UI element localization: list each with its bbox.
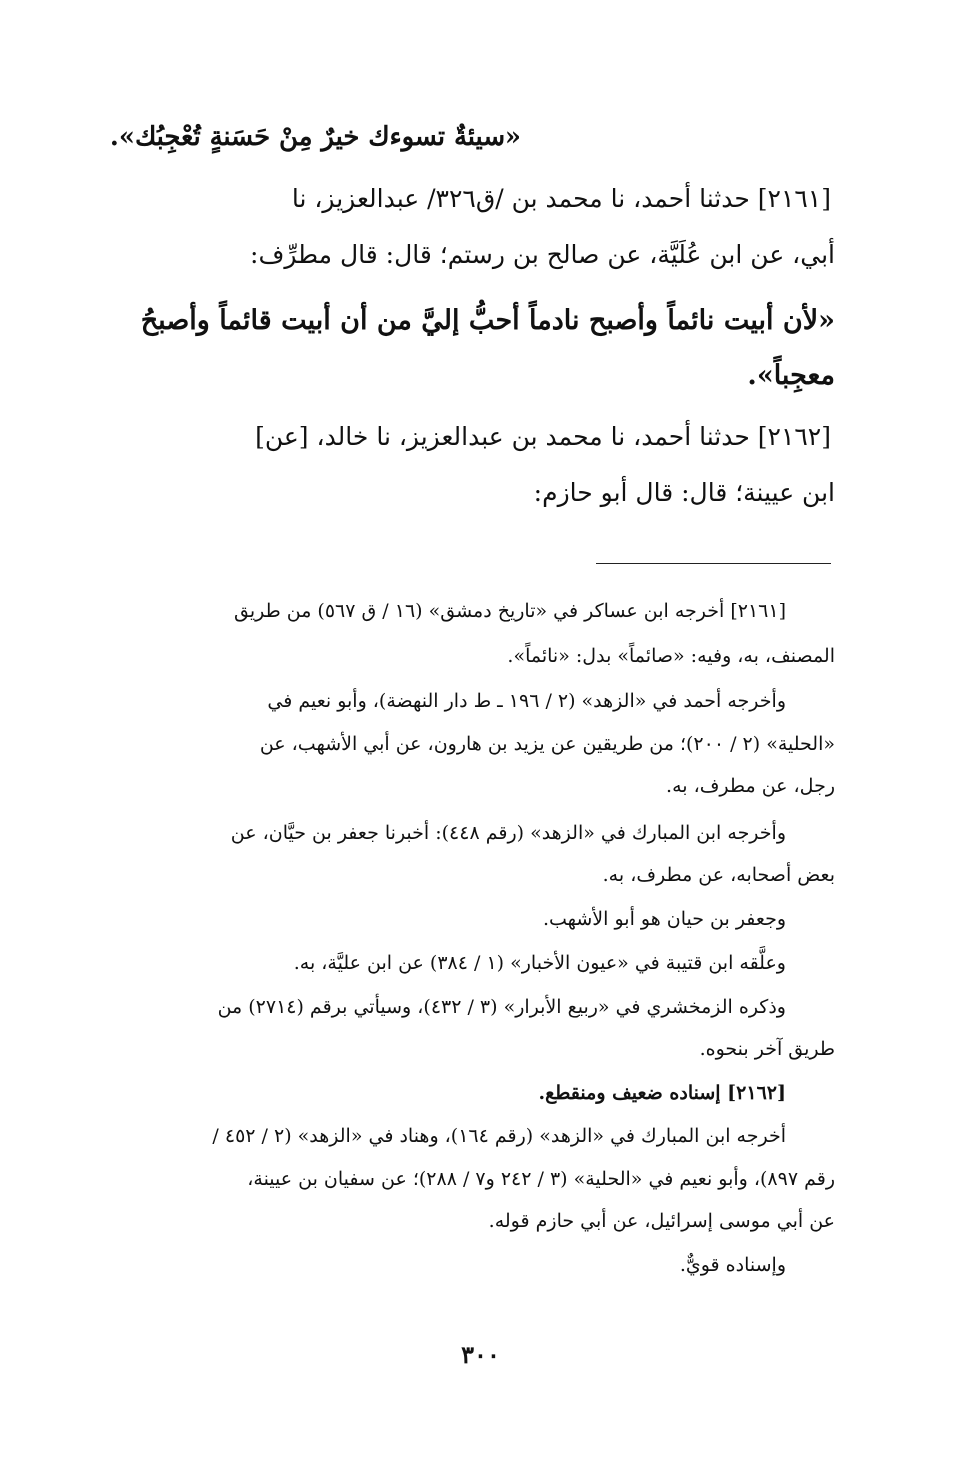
quote-line: معجِباً». <box>747 360 835 391</box>
footnote-line: وذكره الزمخشري في «ربيع الأبرار» (٣ / ٤٣٢)، وسيأتي برقم (٢٧١٤) من <box>217 996 786 1018</box>
footnote-line: المصنف، به، وفيه: «صائماً» بدل: «نائماً». <box>507 645 835 667</box>
footnote-separator <box>596 563 831 564</box>
hadith-2162-line: ابن عيينة؛ قال: قال أبو حازم: <box>533 478 835 507</box>
footnote-line: وإسناده قويٌّ. <box>679 1254 786 1276</box>
footnote-line: عن أبي موسى إسرائيل، عن أبي حازم قوله. <box>488 1210 835 1232</box>
hadith-2161-line: أبي، عن ابن عُلَيَّة، عن صالح بن رستم؛ قال: قال مطرِّف: <box>250 240 835 269</box>
footnote-line: رجل، عن مطرف، به. <box>666 775 835 797</box>
footnote-line: وأخرجه أحمد في «الزهد» (٢ / ١٩٦ ـ ط دار النهضة)، وأبو نعيم في <box>267 690 786 712</box>
quote-line: «سيئةٌ تسوءك خيرٌ مِنْ حَسَنةٍ تُعْجِبُك». <box>109 122 521 152</box>
footnote-line: طريق آخر بنحوه. <box>699 1038 835 1060</box>
footnote-line: [٢١٦١] أخرجه ابن عساكر في «تاريخ دمشق» (١٦ / ق ٥٦٧) من طريق <box>233 600 786 622</box>
footnote-line: وجعفر بن حيان هو أبو الأشهب. <box>542 908 786 930</box>
hadith-2161-line: [٢١٦١] حدثنا أحمد، نا محمد بن /ق٣٢٦/ عبدالعزيز، نا <box>291 184 831 213</box>
footnote-line: وعلَّقه ابن قتيبة في «عيون الأخبار» (١ / ٣٨٤) عن ابن عليَّة، به. <box>293 952 786 974</box>
footnote-line: «الحلية» (٢ / ٢٠٠)؛ من طريقين عن يزيد بن هارون، عن أبي الأشهب، عن <box>259 733 835 755</box>
footnote-line: وأخرجه ابن المبارك في «الزهد» (رقم ٤٤٨): أخبرنا جعفر بن حيَّان، عن <box>230 822 786 844</box>
page-number: ٣٠٠ <box>461 1340 500 1369</box>
quote-line: «لأن أبيت نائماً وأصبح نادماً أحبُّ إليَّ من أن أبيت قائماً وأصبحُ <box>140 305 835 336</box>
footnote-line: رقم ٨٩٧)، وأبو نعيم في «الحلية» (٣ / ٢٤٢ و٧ / ٢٨٨)؛ عن سفيان بن عيينة، <box>247 1168 835 1190</box>
footnote-line: أخرجه ابن المبارك في «الزهد» (رقم ١٦٤)، وهناد في «الزهد» (٢ / ٤٥٢ / <box>212 1125 786 1147</box>
footnote-line: بعض أصحابه، عن مطرف، به. <box>602 864 835 886</box>
footnote-line: [٢١٦٢] إسناده ضعيف ومنقطع. <box>538 1082 786 1104</box>
hadith-2162-line: [٢١٦٢] حدثنا أحمد، نا محمد بن عبدالعزيز، نا خالد، [عن] <box>255 422 831 451</box>
